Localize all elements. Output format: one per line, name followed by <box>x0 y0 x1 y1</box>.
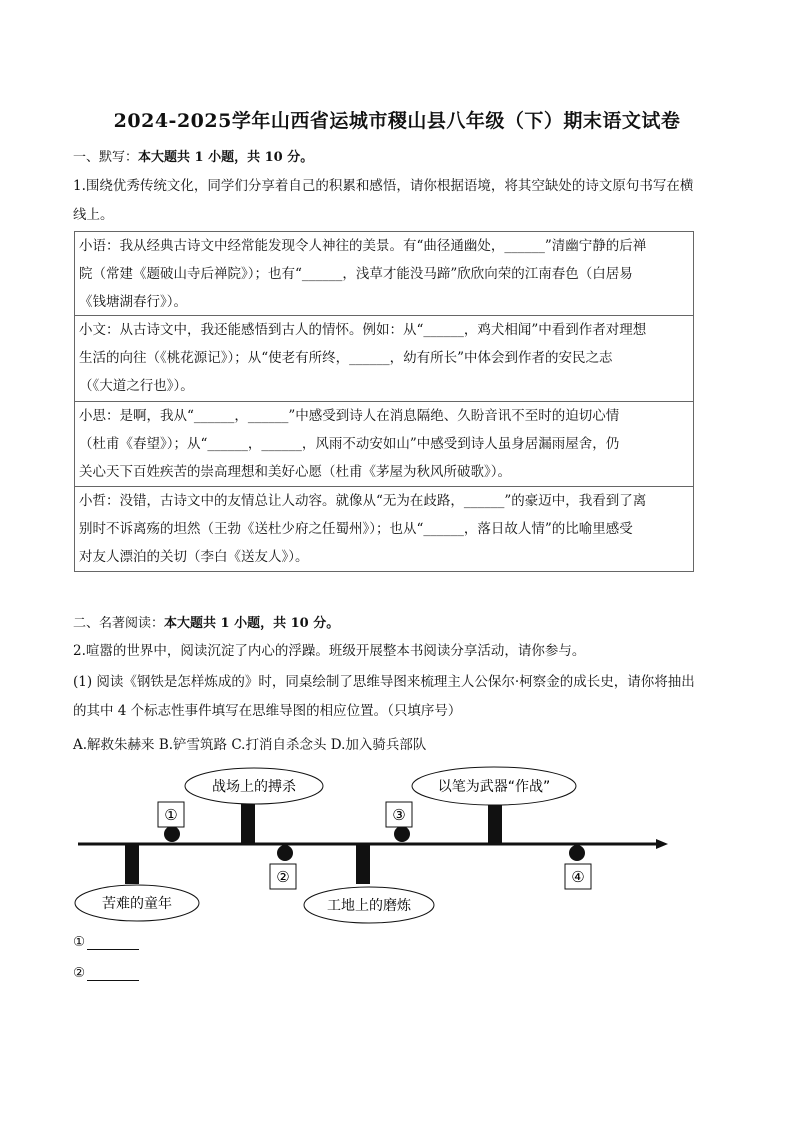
row-line: 院（常建《题破山寺后禅院》）；也有“______，浅草才能没马蹄”欣欣向荣的江南春色（白居易 <box>79 266 633 282</box>
event-dot <box>277 845 293 861</box>
stage-label-3: 工地上的磨炼 <box>327 898 411 914</box>
answer-label-2: ② <box>73 965 86 981</box>
slot-label-4: ④ <box>571 868 585 886</box>
section-1-heading-prefix: 一、默写： <box>73 150 139 165</box>
box-row-xiaosi <box>75 401 693 486</box>
row-line: （《大道之行也》）。 <box>79 378 194 394</box>
slot-box-4 <box>565 864 591 889</box>
slot-label-2: ② <box>276 868 290 886</box>
answer-blank-2[interactable] <box>87 966 139 981</box>
fill-in-box <box>74 231 694 572</box>
section-2-heading-detail: 本大题共 1 小题，共 10 分。 <box>164 616 340 631</box>
box-row-xiaozhe <box>75 486 693 571</box>
event-dot <box>569 845 585 861</box>
sub-1-line-1: (1) 阅读《钢铁是怎样炼成的》时，同桌绘制了思维导图来梳理主人公保尔·柯察金的成长史，请你将抽出 <box>73 674 695 690</box>
section-1-heading <box>73 146 313 165</box>
answer-line-1[interactable] <box>73 934 139 950</box>
question-1-text <box>73 172 723 230</box>
row-line: 小哲：没错，古诗文中的友情总让人动容。就像从“无为在歧路，______”的豪迈中，我看到了离 <box>79 493 647 509</box>
stage-label-2: 战场上的搏杀 <box>212 779 296 795</box>
slot-label-3: ③ <box>392 806 406 824</box>
answer-line-2[interactable] <box>73 965 139 981</box>
question-1-line-2: 线上。 <box>73 207 114 223</box>
stage-ellipse-2 <box>185 768 323 804</box>
question-2-intro: 2.喧嚣的世界中，阅读沉淀了内心的浮躁。班级开展整本书阅读分享活动，请你参与。 <box>73 643 586 659</box>
row-line: （杜甫《春望》）；从“______，______，风雨不动安如山”中感受到诗人虽身居漏雨屋舍，仍 <box>79 436 620 452</box>
timeline-mind-map <box>0 760 794 930</box>
stage-ellipse-3 <box>304 887 434 923</box>
section-2-heading-prefix: 二、名著阅读： <box>73 616 165 631</box>
stage-marker <box>241 804 255 844</box>
slot-box-3 <box>386 802 412 827</box>
box-row-xiaoyu <box>75 232 693 315</box>
section-1-heading-detail: 本大题共 1 小题，共 10 分。 <box>138 150 314 165</box>
answer-blank-1[interactable] <box>87 935 139 950</box>
row-line: 对友人漂泊的关切（李白《送友人》）。 <box>79 549 309 565</box>
stage-ellipse-1 <box>75 885 199 921</box>
row-line: 关心天下百姓疾苦的崇高理想和美好心愿（杜甫《茅屋为秋风所破歌》）。 <box>79 464 511 480</box>
slot-box-1 <box>158 802 184 827</box>
slot-box-2 <box>270 864 296 889</box>
stage-ellipse-4 <box>412 767 576 805</box>
question-1-line-1: 1.围绕优秀传统文化，同学们分享着自己的积累和感悟，请你根据语境，将其空缺处的诗文原句书写在横 <box>73 178 694 194</box>
stage-marker <box>125 844 139 884</box>
slot-label-1: ① <box>164 806 178 824</box>
stage-marker <box>488 804 502 844</box>
timeline-arrowhead <box>656 839 668 849</box>
row-line: 生活的向往（《桃花源记》）；从“使老有所终，______，幼有所长”中体会到作者的安民之志 <box>79 350 613 366</box>
row-line: 《钱塘湖春行》）。 <box>79 294 187 310</box>
row-line: 小文：从古诗文中，我还能感悟到古人的情怀。例如：从“______，鸡犬相闻”中看到作者对理想 <box>79 322 647 338</box>
options-line: A.解救朱赫来 B.铲雪筑路 C.打消自杀念头 D.加入骑兵部队 <box>73 737 427 753</box>
row-line: 小语：我从经典古诗文中经常能发现令人神往的美景。有“曲径通幽处，______”清幽宁静的后禅 <box>79 238 647 254</box>
question-2-sub-1 <box>73 668 723 726</box>
row-line: 小思：是啊，我从“______，______”中感受到诗人在消息隔绝、久盼音讯不至时的迫切心情 <box>79 408 620 424</box>
stage-label-4: 以笔为武器“作战” <box>437 779 551 795</box>
answer-label-1: ① <box>73 934 86 950</box>
row-line: 别时不诉离殇的坦然（王勃《送杜少府之任蜀州》）；也从“______，落日故人情”的比喻里感受 <box>79 521 633 537</box>
stage-marker <box>356 844 370 884</box>
event-dot <box>394 826 410 842</box>
page-title: 2024-2025学年山西省运城市稷山县八年级（下）期末语文试卷 <box>113 110 681 132</box>
section-2-heading <box>73 612 339 631</box>
stage-label-1: 苦难的童年 <box>102 896 172 912</box>
event-dot <box>164 826 180 842</box>
sub-1-line-2: 的其中 4 个标志性事件填写在思维导图的相应位置。（只填序号） <box>73 703 462 719</box>
box-row-xiaowen <box>75 315 693 401</box>
